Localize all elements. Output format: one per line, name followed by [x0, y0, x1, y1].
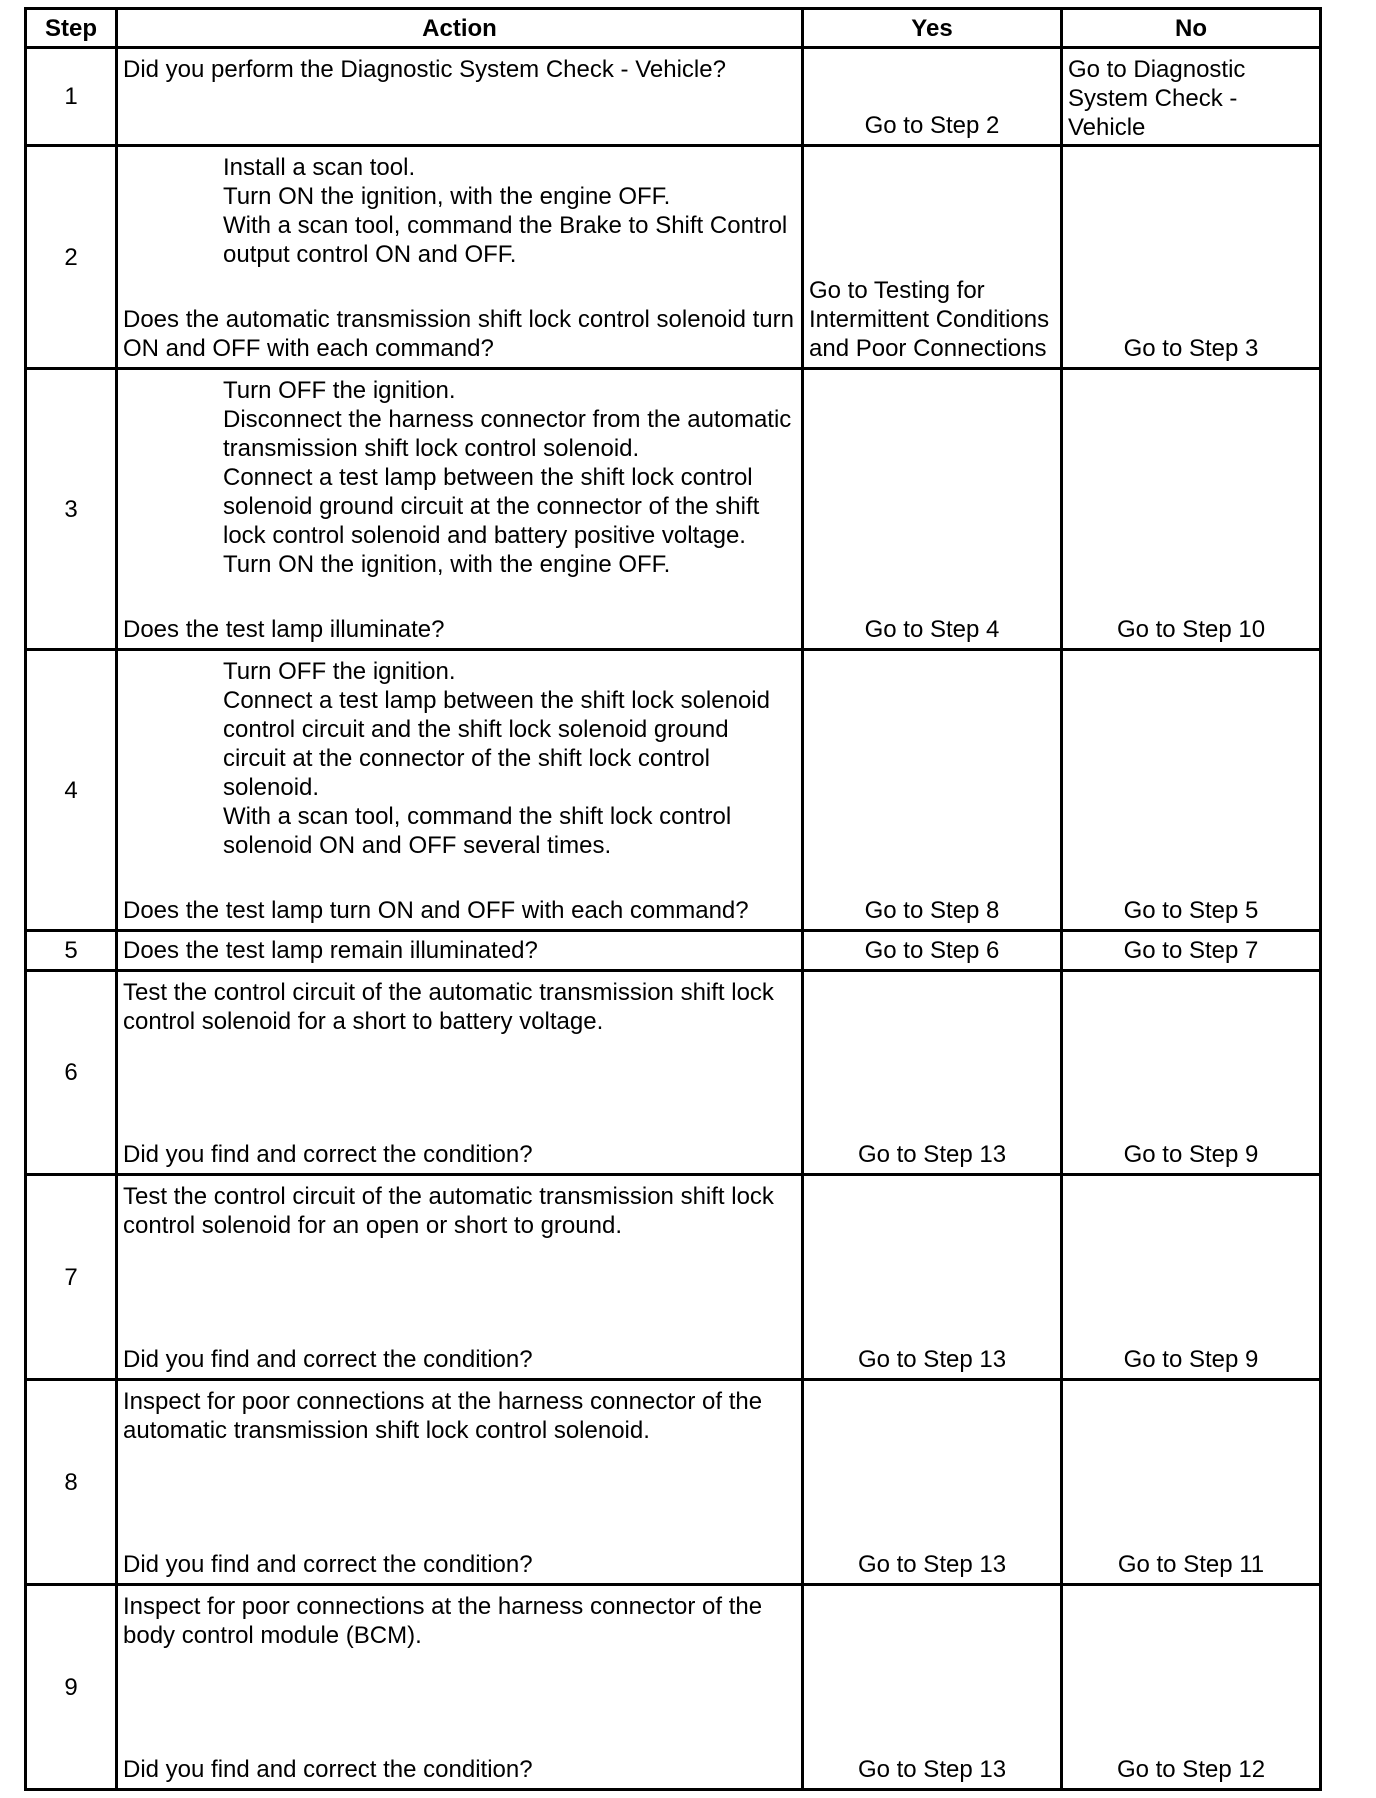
instruction-item: Disconnect the harness connector from the automatic transmission shift lock control solenoid. [223, 406, 792, 462]
instruction-item: Connect a test lamp between the shift lock control solenoid ground circuit at the connector of the shift lock control solenoid and battery positive voltage. [223, 464, 760, 549]
step-number: 8 [26, 1380, 117, 1585]
step-number: 9 [26, 1585, 117, 1790]
yes-cell: Go to Step 4 [803, 369, 1062, 650]
instruction-text: Inspect for poor connections at the harness connector of the automatic transmission shift lock control solenoid. [123, 1388, 763, 1444]
diagnostic-table [24, 7, 1322, 1791]
action-cell [117, 971, 803, 1175]
action-cell [117, 1175, 803, 1380]
yes-cell: Go to Step 8 [803, 650, 1062, 931]
table-row [26, 931, 1321, 971]
header-row [26, 9, 1321, 48]
action-cell [117, 1380, 803, 1585]
yes-cell: Go to Testing for Intermittent Conditions and Poor Connections [803, 146, 1062, 369]
question-text: Did you find and correct the condition? [123, 1346, 533, 1373]
no-cell: Go to Diagnostic System Check - Vehicle [1062, 48, 1321, 146]
instruction-text: Test the control circuit of the automatic transmission shift lock control solenoid for a short to battery voltage. [123, 979, 774, 1035]
question-text: Did you find and correct the condition? [123, 1141, 533, 1168]
instruction-item: Turn ON the ignition, with the engine OFF. [223, 183, 671, 210]
step-number: 6 [26, 971, 117, 1175]
yes-cell: Go to Step 13 [803, 1585, 1062, 1790]
no-cell: Go to Step 11 [1062, 1380, 1321, 1585]
step-number: 7 [26, 1175, 117, 1380]
instruction-text: Test the control circuit of the automatic transmission shift lock control solenoid for an open or short to ground. [123, 1183, 774, 1239]
step-number: 3 [26, 369, 117, 650]
question-text: Does the automatic transmission shift lock control solenoid turn ON and OFF with each command? [123, 306, 794, 362]
header-yes: Yes [803, 9, 1062, 48]
instruction-list [123, 376, 797, 579]
yes-cell: Go to Step 13 [803, 971, 1062, 1175]
yes-cell: Go to Step 13 [803, 1175, 1062, 1380]
yes-cell: Go to Step 2 [803, 48, 1062, 146]
action-cell [117, 1585, 803, 1790]
step-number: 4 [26, 650, 117, 931]
instruction-list [123, 657, 797, 860]
step-number: 1 [26, 48, 117, 146]
table-row [26, 1175, 1321, 1380]
action-cell [117, 48, 803, 146]
instruction-item: Turn OFF the ignition. [223, 658, 456, 685]
table-row [26, 146, 1321, 369]
question-text: Did you find and correct the condition? [123, 1551, 533, 1578]
question-text: Does the test lamp illuminate? [123, 616, 445, 643]
action-cell [117, 650, 803, 931]
question-text: Does the test lamp remain illuminated? [117, 931, 803, 971]
instruction-text: Inspect for poor connections at the harness connector of the body control module (BCM). [123, 1593, 763, 1649]
table-row [26, 1585, 1321, 1790]
header-step: Step [26, 9, 117, 48]
header-action: Action [117, 9, 803, 48]
no-cell: Go to Step 9 [1062, 971, 1321, 1175]
instruction-item: Connect a test lamp between the shift lock solenoid control circuit and the shift lock solenoid ground circuit at the connector of the shift lock control solenoid. [223, 687, 770, 801]
yes-cell: Go to Step 6 [803, 931, 1062, 971]
question-text: Did you perform the Diagnostic System Check - Vehicle? [123, 56, 726, 83]
table-row [26, 1380, 1321, 1585]
step-number: 2 [26, 146, 117, 369]
step-number: 5 [26, 931, 117, 971]
instruction-item: Turn ON the ignition, with the engine OFF. [223, 551, 671, 578]
question-text: Did you find and correct the condition? [123, 1756, 533, 1783]
action-cell [117, 369, 803, 650]
question-text: Does the test lamp turn ON and OFF with each command? [123, 897, 749, 924]
no-cell: Go to Step 5 [1062, 650, 1321, 931]
no-cell: Go to Step 10 [1062, 369, 1321, 650]
instruction-item: Turn OFF the ignition. [223, 377, 456, 404]
table-row [26, 971, 1321, 1175]
no-cell: Go to Step 12 [1062, 1585, 1321, 1790]
instruction-item: Install a scan tool. [223, 154, 416, 181]
table-row [26, 48, 1321, 146]
no-cell: Go to Step 7 [1062, 931, 1321, 971]
action-cell [117, 146, 803, 369]
instruction-item: With a scan tool, command the shift lock control solenoid ON and OFF several times. [223, 803, 732, 859]
table-row [26, 650, 1321, 931]
no-cell: Go to Step 9 [1062, 1175, 1321, 1380]
instruction-item: With a scan tool, command the Brake to Shift Control output control ON and OFF. [223, 212, 788, 268]
instruction-list [123, 153, 797, 269]
table-row [26, 369, 1321, 650]
yes-cell: Go to Step 13 [803, 1380, 1062, 1585]
no-cell: Go to Step 3 [1062, 146, 1321, 369]
header-no: No [1062, 9, 1321, 48]
